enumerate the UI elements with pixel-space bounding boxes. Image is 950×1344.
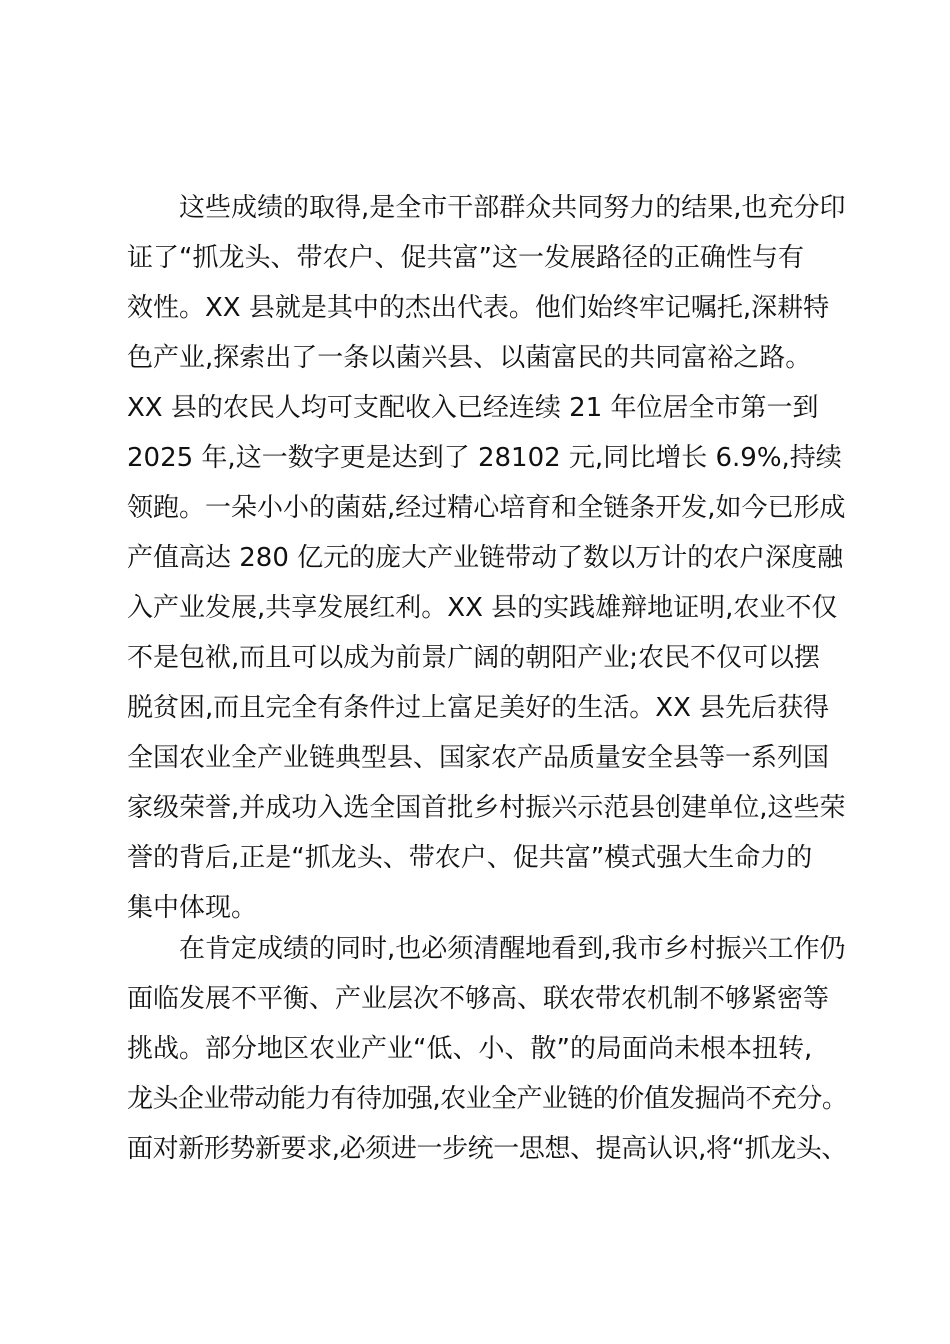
paragraph-line: 家级荣誉,并成功入选全国首批乡村振兴示范县创建单位,这些荣 [127,793,846,823]
paragraph-line: 2025 年,这一数字更是达到了 28102 元,同比增长 6.9%,持续 [127,443,842,473]
paragraph-line: 挑战。部分地区农业产业“低、小、散”的局面尚未根本扭转, [127,1034,813,1064]
paragraph-line: 龙头企业带动能力有待加强,农业全产业链的价值发掘尚不充分。 [127,1084,848,1114]
paragraph-line: XX 县的农民人均可支配收入已经连续 21 年位居全市第一到 [127,393,819,423]
paragraph-line: 面对新形势新要求,必须进一步统一思想、提高认识,将“抓龙头、 [127,1134,847,1164]
paragraph-line: 誉的背后,正是“抓龙头、带农户、促共富”模式强大生命力的 [127,843,813,873]
paragraph-line: 产值高达 280 亿元的庞大产业链带动了数以万计的农户深度融 [127,543,844,573]
paragraph-line: 效性。XX 县就是其中的杰出代表。他们始终牢记嘱托,深耕特 [127,293,830,323]
paragraph-line: 这些成绩的取得,是全市干部群众共同努力的结果,也充分印 [179,193,846,223]
paragraph-line: 在肯定成绩的同时,也必须清醒地看到,我市乡村振兴工作仍 [179,934,846,964]
paragraph-line: 脱贫困,而且完全有条件过上富足美好的生活。XX 县先后获得 [127,693,830,723]
paragraph-line: 不是包袱,而且可以成为前景广阔的朝阳产业;农民不仅可以摆 [127,643,821,673]
paragraph-line: 证了“抓龙头、带农户、促共富”这一发展路径的正确性与有 [127,243,804,273]
paragraph-line: 全国农业全产业链典型县、国家农产品质量安全县等一系列国 [127,743,830,773]
paragraph-challenges [127,924,847,1174]
paragraph-line: 集中体现。 [127,893,258,923]
paragraph-achievements [127,183,847,933]
paragraph-line: 入产业发展,共享发展红利。XX 县的实践雄辩地证明,农业不仅 [127,593,838,623]
paragraph-line: 领跑。一朵小小的菌菇,经过精心培育和全链条开发,如今已形成 [127,493,846,523]
paragraph-line: 色产业,探索出了一条以菌兴县、以菌富民的共同富裕之路。 [127,343,812,373]
paragraph-line: 面临发展不平衡、产业层次不够高、联农带农机制不够紧密等 [127,984,830,1014]
